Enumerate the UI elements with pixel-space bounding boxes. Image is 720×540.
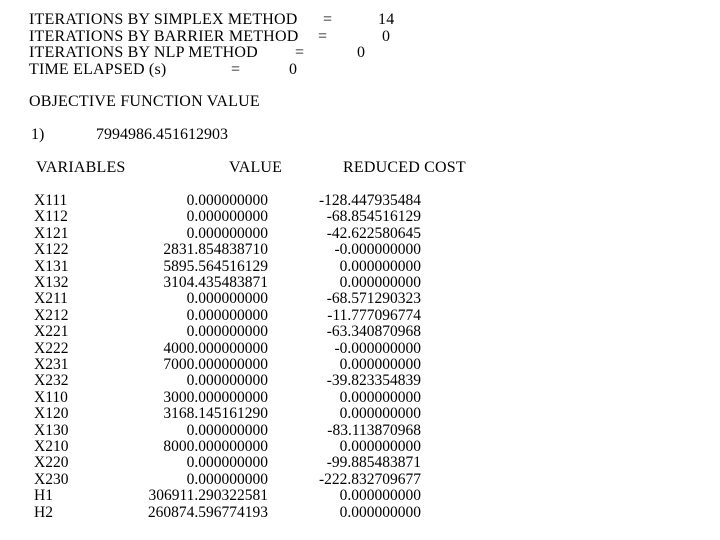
variable-reduced-cost: -0.000000000 <box>334 340 421 357</box>
variable-value: 0.000000000 <box>186 192 268 209</box>
variable-reduced-cost: 0.000000000 <box>339 438 421 455</box>
column-header-variables: VARIABLES <box>36 159 126 176</box>
barrier-iterations-label: ITERATIONS BY BARRIER METHOD <box>29 28 299 45</box>
variable-name: X112 <box>34 208 68 225</box>
variable-name: X212 <box>34 307 69 324</box>
variable-name: X122 <box>34 241 69 258</box>
variable-reduced-cost: 0.000000000 <box>339 504 421 521</box>
variable-name: X111 <box>34 192 68 209</box>
variable-name: X121 <box>34 225 69 242</box>
variable-value: 3168.145161290 <box>163 405 268 422</box>
variable-value: 4000.000000000 <box>163 340 268 357</box>
variable-value: 0.000000000 <box>186 323 268 340</box>
variable-reduced-cost: -39.823354839 <box>326 372 421 389</box>
variable-reduced-cost: -99.885483871 <box>326 454 421 471</box>
variable-reduced-cost: -63.340870968 <box>326 323 421 340</box>
variable-name: X131 <box>34 258 69 275</box>
time-elapsed-label: TIME ELAPSED (s) <box>29 61 167 78</box>
simplex-iterations-label: ITERATIONS BY SIMPLEX METHOD <box>29 11 298 28</box>
nlp-iterations-equals: = <box>295 44 305 61</box>
objective-value: 7994986.451612903 <box>96 126 228 143</box>
variable-reduced-cost: -42.622580645 <box>326 225 421 242</box>
variable-value: 7000.000000000 <box>163 356 268 373</box>
variable-reduced-cost: 0.000000000 <box>339 389 421 406</box>
variable-value: 2831.854838710 <box>163 241 268 258</box>
variable-value: 8000.000000000 <box>163 438 268 455</box>
variable-value: 0.000000000 <box>186 290 268 307</box>
variable-reduced-cost: 0.000000000 <box>339 258 421 275</box>
variable-name: X221 <box>34 323 69 340</box>
variable-value: 306911.290322581 <box>148 487 268 504</box>
variable-name: X220 <box>34 454 69 471</box>
variable-value: 0.000000000 <box>186 454 268 471</box>
time-elapsed-equals: = <box>231 61 241 78</box>
variable-name: X222 <box>34 340 69 357</box>
variable-name: X211 <box>34 290 68 307</box>
variable-value: 0.000000000 <box>186 471 268 488</box>
objective-index: 1) <box>31 126 45 143</box>
variable-name: X130 <box>34 422 69 439</box>
variable-value: 5895.564516129 <box>163 258 268 275</box>
variable-name: X232 <box>34 372 69 389</box>
variable-reduced-cost: 0.000000000 <box>339 274 421 291</box>
variable-reduced-cost: 0.000000000 <box>339 487 421 504</box>
variable-name: X210 <box>34 438 69 455</box>
variable-reduced-cost: -68.854516129 <box>326 208 421 225</box>
time-elapsed-value: 0 <box>289 61 298 78</box>
variable-name: X132 <box>34 274 69 291</box>
variable-value: 3104.435483871 <box>163 274 268 291</box>
variable-name: X120 <box>34 405 69 422</box>
barrier-iterations-equals: = <box>318 28 328 45</box>
variable-name: X230 <box>34 471 69 488</box>
variable-name: H1 <box>34 487 53 504</box>
variable-reduced-cost: -11.777096774 <box>327 307 421 324</box>
barrier-iterations-value: 0 <box>382 28 391 45</box>
variable-reduced-cost: 0.000000000 <box>339 356 421 373</box>
variable-value: 260874.596774193 <box>147 504 268 521</box>
variable-value: 0.000000000 <box>186 307 268 324</box>
variable-name: H2 <box>34 504 53 521</box>
variable-reduced-cost: -0.000000000 <box>334 241 421 258</box>
nlp-iterations-value: 0 <box>357 44 366 61</box>
variable-name: X110 <box>34 389 68 406</box>
variable-reduced-cost: -128.447935484 <box>318 192 421 209</box>
simplex-iterations-value: 14 <box>378 11 395 28</box>
variable-reduced-cost: -68.571290323 <box>326 290 421 307</box>
variable-reduced-cost: -83.113870968 <box>327 422 421 439</box>
variable-value: 0.000000000 <box>186 208 268 225</box>
variable-value: 0.000000000 <box>186 422 268 439</box>
variable-reduced-cost: 0.000000000 <box>339 405 421 422</box>
column-header-value: VALUE <box>229 159 283 176</box>
variable-name: X231 <box>34 356 69 373</box>
variable-value: 0.000000000 <box>186 225 268 242</box>
simplex-iterations-equals: = <box>323 11 333 28</box>
variable-value: 0.000000000 <box>186 372 268 389</box>
nlp-iterations-label: ITERATIONS BY NLP METHOD <box>29 44 258 61</box>
variable-reduced-cost: -222.832709677 <box>318 471 421 488</box>
column-header-reduced-cost: REDUCED COST <box>343 159 466 176</box>
variable-value: 3000.000000000 <box>163 389 268 406</box>
objective-heading: OBJECTIVE FUNCTION VALUE <box>29 93 260 110</box>
